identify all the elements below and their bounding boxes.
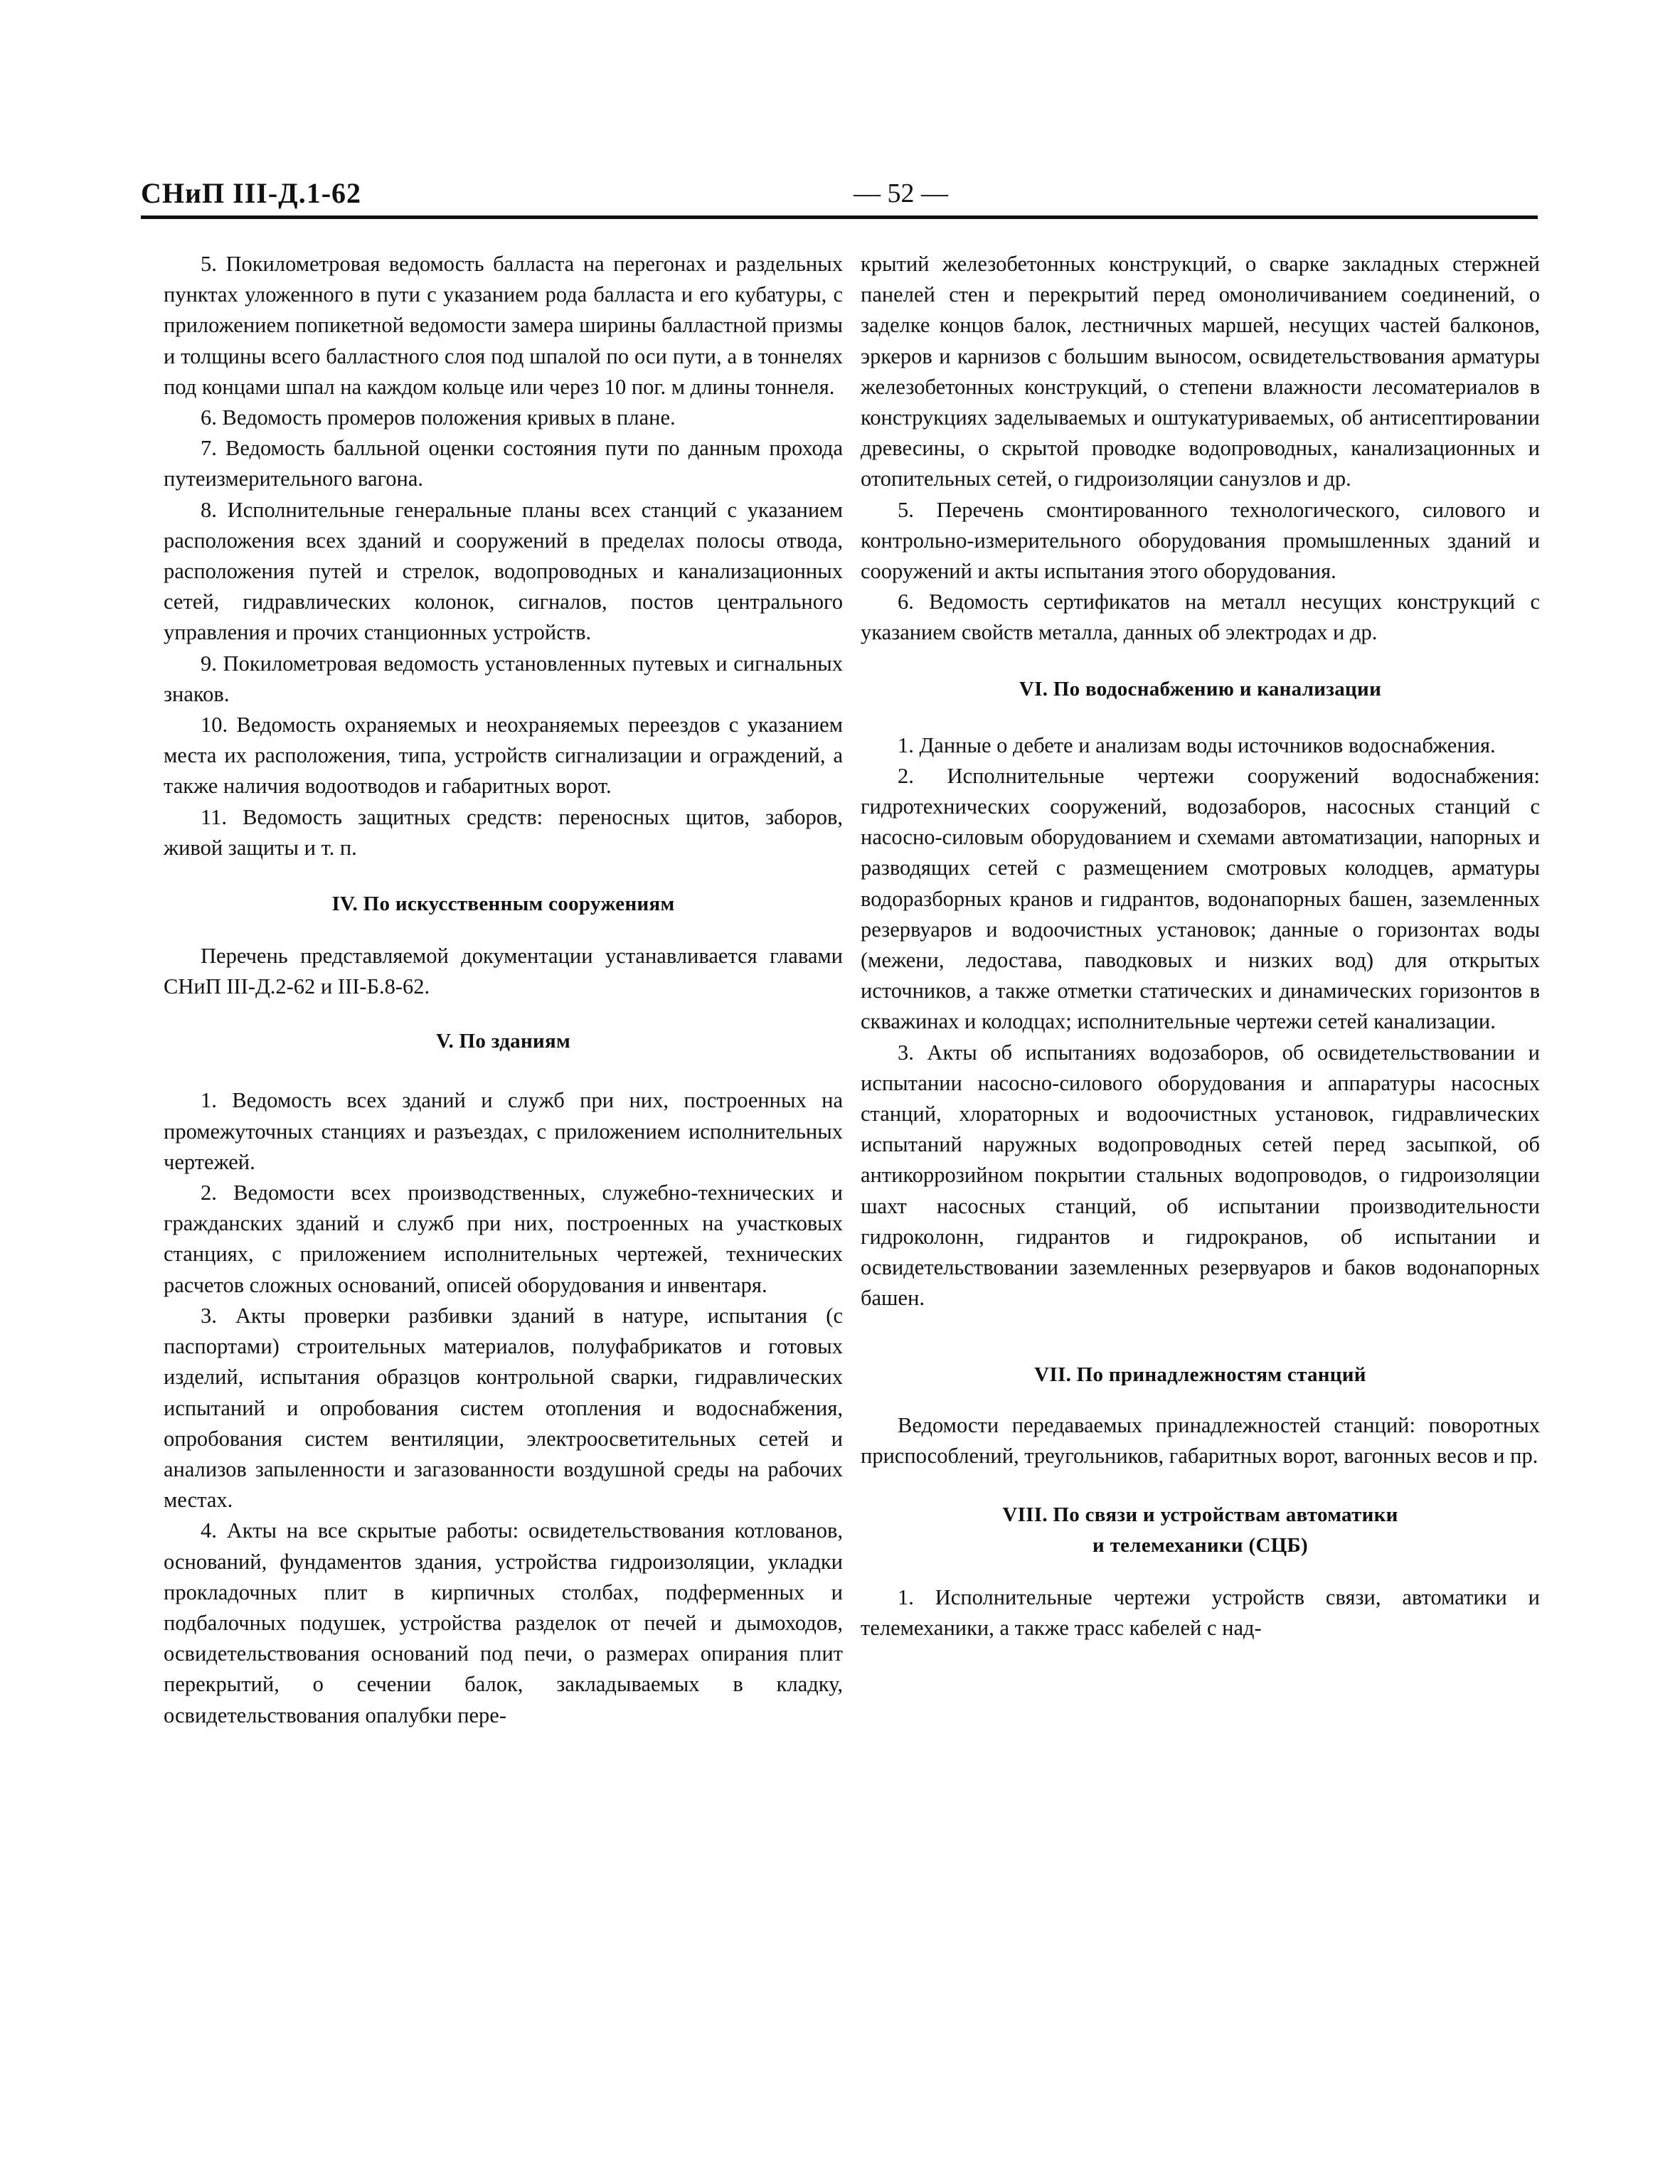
item-metal-certificates: 6. Ведомость сертификатов на металл несущих конструкций с указанием свойств металла, данных об электродах и др. <box>861 590 1540 645</box>
item-protection-statement: 11. Ведомость защитных средств: переносных щитов, заборов, живой защиты и т. п. <box>164 804 843 860</box>
section-iv-heading: IV. По искусственным сооружениям <box>331 893 675 916</box>
item-station-plans: 8. Исполнительные генеральные планы всех станций с указанием расположения всех зданий и сооружений в пределах полосы отвода, расположения путей и стрелок, водопроводных и канализационных сетей, гидравлических колонок, сигналов, постов центрального управления и прочих станционных устройств. <box>164 497 843 645</box>
section-vi-heading: VI. По водоснабжению и канализации <box>1019 677 1382 701</box>
item-equipment-list: 5. Перечень смонтированного технологического, силового и контрольно-измерительного оборудования промышленных зданий и сооружений и акты испытания этого оборудования. <box>861 497 1540 584</box>
left-column <box>164 249 843 1731</box>
item-track-score-statement: 7. Ведомость балльной оценки состояния пути по данным прохода путеизмерительного вагона. <box>164 436 843 491</box>
section-vi-item: 3. Акты об испытаниях водозаборов, об освидетельствовании и испытании насосно-силового оборудования и аппаратуры насосных станций, хлораторных и водоочистных установок, гидравлических испытаний наружных водопроводных сетей перед засыпкой, об антикоррозийном покрытии стальных водопроводов, о гидроизоляции шахт насосных станций, об испытании производительности гидроколонн, гидрантов и гидрокранов, об испытании и освидетельствовании заземленных резервуаров и баков водонапорных башен. <box>861 1040 1540 1311</box>
continuation-paragraph: крытий железобетонных конструкций, о сварке закладных стержней панелей стен и перекрытий перед омоноличиванием соединений, о заделке концов балок, лестничных маршей, несущих частей балконов, эркеров и карнизов с большим выносом, освидетельствования арматуры железобетонных конструкций, о степени влажности лесоматериалов в конструкциях заделываемых и оштукатуриваемых, об антисептировании древесины, о скрытой проводке водопроводных, канализационных и отопительных сетей, о гидроизоляции санузлов и др. <box>861 252 1540 491</box>
right-column <box>861 249 1540 1644</box>
item-crossings-statement: 10. Ведомость охраняемых и неохраняемых переездов с указанием места их расположения, типа, устройств сигнализации и ограждений, а также наличия водоотводов и габаритных ворот. <box>164 713 843 799</box>
section-vii-heading: VII. По принадлежностям станций <box>1034 1363 1366 1386</box>
section-v-item: 1. Ведомость всех зданий и служб при них, построенных на промежуточных станциях и разъездах, с приложением исполнительных чертежей. <box>164 1088 843 1174</box>
section-v-item: 3. Акты проверки разбивки зданий в натуре, испытания (с паспортами) строительных материалов, полуфабрикатов и готовых изделий, испытания образцов контрольной сварки, гидравлических испытаний и опробования систем отопления и водоснабжения, опробования систем вентиляции, электроосветительных сетей и анализов запыленности и загазованности воздушной среды на рабочих местах. <box>164 1303 843 1513</box>
section-vi-item: 2. Исполнительные чертежи сооружений водоснабжения: гидротехнических сооружений, водозаборов, насосных станций с насосно-силовым оборудованием и схемами автоматизации, напорных и разводящих сетей с размещением смотровых колодцев, арматуры водоразборных кранов и гидрантов, водонапорных башен, заземленных резервуаров и водоочистных установок; данные о горизонтах воды (межени, ледостава, паводковых и низких вод) для открытых источников, а также отметки статических и динамических горизонтов в скважинах и колодцах; исполнительные чертежи сетей канализации. <box>861 763 1540 1034</box>
section-v-item: 2. Ведомости всех производственных, служебно-технических и гражданских зданий и служб при них, построенных на участковых станциях, с приложением исполнительных чертежей, технических расчетов сложных оснований, описей оборудования и инвентаря. <box>164 1181 843 1297</box>
item-ballast-statement: 5. Покилометровая ведомость балласта на перегонах и раздельных пунктах уложенного в пути с указанием рода балласта и его кубатуры, с приложением попикетной ведомости замера ширины балластной призмы и толщины всего балластного слоя под шпалой по оси пути, а в тоннелях под концами шпал на каждом кольце или через 10 пог. м длины тоннеля. <box>164 252 843 399</box>
section-vii-text: Ведомости передаваемых принадлежностей станций: поворотных приспособлений, треугольников, габаритных ворот, вагонных весов и пр. <box>861 1412 1540 1468</box>
section-v-item: 4. Акты на все скрытые работы: освидетельствования котлованов, оснований, фундаментов здания, устройства гидроизоляции, укладки прокладочных плит в кирпичных столбах, подферменных и подбалочных подушек, устройства разделок от печей и дымоходов, освидетельствования оснований под печи, о размерах опирания плит перекрытий, о сечении балок, закладываемых в кладку, освидетельствования опалубки пере- <box>164 1518 843 1727</box>
section-v-heading: V. По зданиям <box>435 1030 571 1053</box>
running-head: СНиП III-Д.1-62 <box>141 177 362 209</box>
header-rule <box>141 215 1538 219</box>
section-iv-text: Перечень представляемой документации устанавливается главами СНиП III-Д.2-62 и III-Б.8-62. <box>164 944 843 999</box>
item-track-signs-statement: 9. Покилометровая ведомость установленных путевых и сигнальных знаков. <box>164 651 843 706</box>
page-number: — 52 — <box>854 179 948 208</box>
item-curves-statement: 6. Ведомость промеров положения кривых в плане. <box>201 405 676 430</box>
section-viii-heading-line2: и телемеханики (СЦБ) <box>1092 1533 1308 1557</box>
section-vi-item: 1. Данные о дебете и анализам воды источников водоснабжения. <box>898 733 1496 757</box>
section-viii-text: 1. Исполнительные чертежи устройств связи, автоматики и телемеханики, а также трасс кабелей с над- <box>861 1584 1540 1641</box>
page-header <box>141 174 1538 219</box>
section-viii-heading: VIII. По связи и устройствам автоматики <box>1002 1503 1398 1526</box>
